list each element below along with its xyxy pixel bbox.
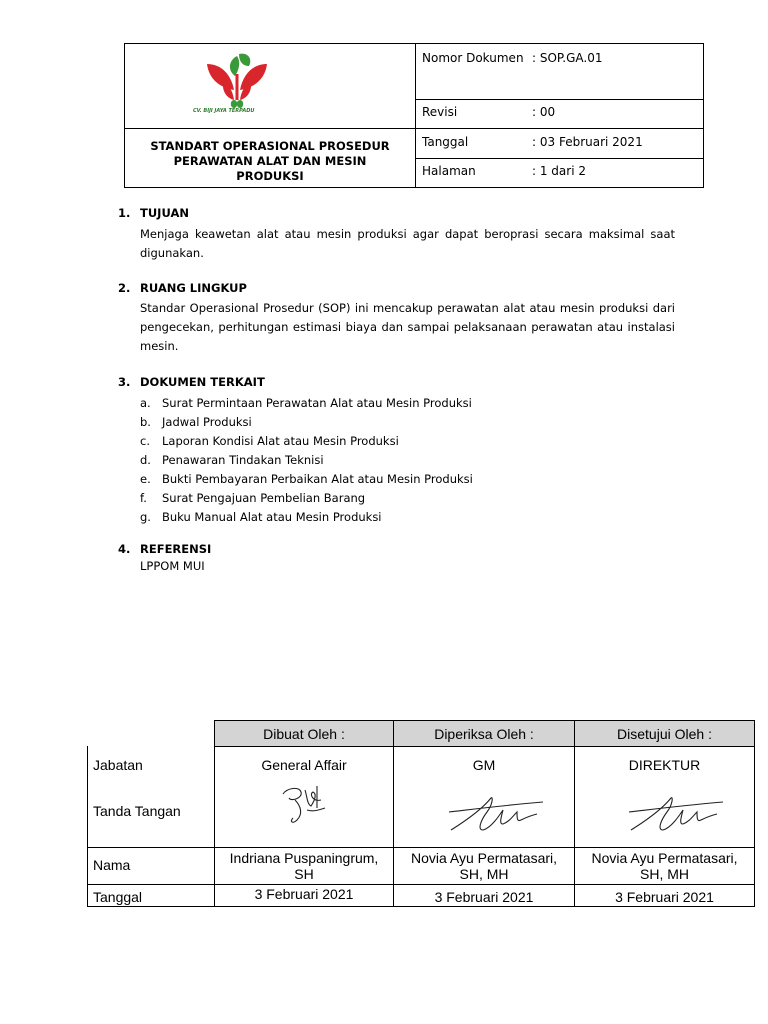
section-number: 3. xyxy=(118,375,131,389)
section-text: Menjaga keawetan alat atau mesin produksi agar dapat beroprasi secara maksimal saat digunakan. xyxy=(140,227,675,260)
section-number: 4. xyxy=(118,542,131,556)
list-item-letter: b. xyxy=(140,415,151,429)
list-item-text: Bukti Pembayaran Perbaikan Alat atau Mesin Produksi xyxy=(162,472,473,486)
list-item-letter: a. xyxy=(140,396,151,410)
list-item-text: Laporan Kondisi Alat atau Mesin Produksi xyxy=(162,434,399,448)
list-item-letter: c. xyxy=(140,434,150,448)
tanggal-value: 3 Februari 2021 xyxy=(254,886,354,902)
section-text: LPPOM MUI xyxy=(140,559,205,573)
row-label-tanggal: Tanggal xyxy=(93,889,143,905)
header-row-value: : 00 xyxy=(532,105,556,119)
list-item xyxy=(140,413,473,432)
list-item-letter: d. xyxy=(140,453,151,467)
nama-value: Indriana Puspaningrum, SH xyxy=(229,850,379,882)
section-heading: DOKUMEN TERKAIT xyxy=(140,375,265,389)
section-number: 1. xyxy=(118,206,131,220)
row-label-jabatan: Jabatan xyxy=(93,757,143,773)
list-item-text: Surat Pengajuan Pembelian Barang xyxy=(162,491,366,505)
table-border xyxy=(87,906,755,907)
header-row-label: Halaman xyxy=(422,164,476,178)
signature-image xyxy=(627,790,727,838)
approval-table xyxy=(87,720,755,907)
table-border xyxy=(87,746,88,907)
list-item-text: Jadwal Produksi xyxy=(162,415,252,429)
list-item xyxy=(140,470,473,489)
header-divider xyxy=(415,44,416,187)
company-name: CV. BIJI JAYA TERPADU xyxy=(193,108,255,114)
header-row-nomor-dokumen xyxy=(422,51,602,65)
document-header-table xyxy=(124,43,704,188)
list-item xyxy=(140,508,473,527)
row-label-tanda-tangan: Tanda Tangan xyxy=(93,803,181,819)
jabatan-value: DIREKTUR xyxy=(628,757,701,773)
table-border xyxy=(87,847,755,848)
list-item-letter: g. xyxy=(140,510,151,524)
header-row-value: : 1 dari 2 xyxy=(532,164,586,178)
nama-value: Novia Ayu Permatasari, SH, MH xyxy=(410,850,558,882)
list-item-text: Buku Manual Alat atau Mesin Produksi xyxy=(162,510,382,524)
jabatan-value: General Affair xyxy=(261,757,347,773)
list-item-text: Penawaran Tindakan Teknisi xyxy=(162,453,324,467)
header-row-label: Tanggal xyxy=(422,135,469,149)
list-item xyxy=(140,432,473,451)
list-item xyxy=(140,394,473,413)
header-row-tanggal xyxy=(422,135,643,149)
header-row-value: : 03 Februari 2021 xyxy=(532,135,643,149)
list-item xyxy=(140,451,473,470)
nama-value: Novia Ayu Permatasari, SH, MH xyxy=(591,850,738,882)
header-row-label: Nomor Dokumen xyxy=(422,51,524,65)
list-item-letter: e. xyxy=(140,472,151,486)
tanggal-value: 3 Februari 2021 xyxy=(434,889,534,905)
section-heading: REFERENSI xyxy=(140,542,212,556)
jabatan-value: GM xyxy=(472,757,496,773)
table-border xyxy=(87,884,755,885)
column-header-disetujui: Disetujui Oleh : xyxy=(574,720,755,747)
document-title: STANDART OPERASIONAL PROSEDUR PERAWATAN ALAT DAN MESIN PRODUKSI xyxy=(150,139,390,183)
header-divider xyxy=(415,128,703,129)
tanggal-value: 3 Februari 2021 xyxy=(615,889,714,905)
header-divider xyxy=(125,128,415,129)
section-text: Standar Operasional Prosedur (SOP) ini mencakup perawatan alat atau mesin produksi dari pengecekan, perhitungan estimasi biaya dan sampai pelaksanaan perawatan atau instalasi mesin. xyxy=(140,301,675,353)
section-heading: TUJUAN xyxy=(140,206,189,220)
list-item xyxy=(140,489,473,508)
header-divider xyxy=(415,99,703,100)
header-row-halaman xyxy=(422,164,586,178)
section-number: 2. xyxy=(118,281,131,295)
column-header-diperiksa: Diperiksa Oleh : xyxy=(393,720,575,747)
signature-image xyxy=(447,790,547,838)
list-item-text: Surat Permintaan Perawatan Alat atau Mesin Produksi xyxy=(162,396,472,410)
header-row-label: Revisi xyxy=(422,105,458,119)
header-row-revisi xyxy=(422,105,555,119)
row-label-nama: Nama xyxy=(93,857,131,873)
column-header-dibuat: Dibuat Oleh : xyxy=(214,720,394,747)
header-divider xyxy=(415,158,703,159)
header-row-value: : SOP.GA.01 xyxy=(532,51,603,65)
section-heading: RUANG LINGKUP xyxy=(140,281,247,295)
list-item-letter: f. xyxy=(140,491,147,505)
related-documents-list xyxy=(140,394,473,527)
signature-image xyxy=(277,782,337,834)
